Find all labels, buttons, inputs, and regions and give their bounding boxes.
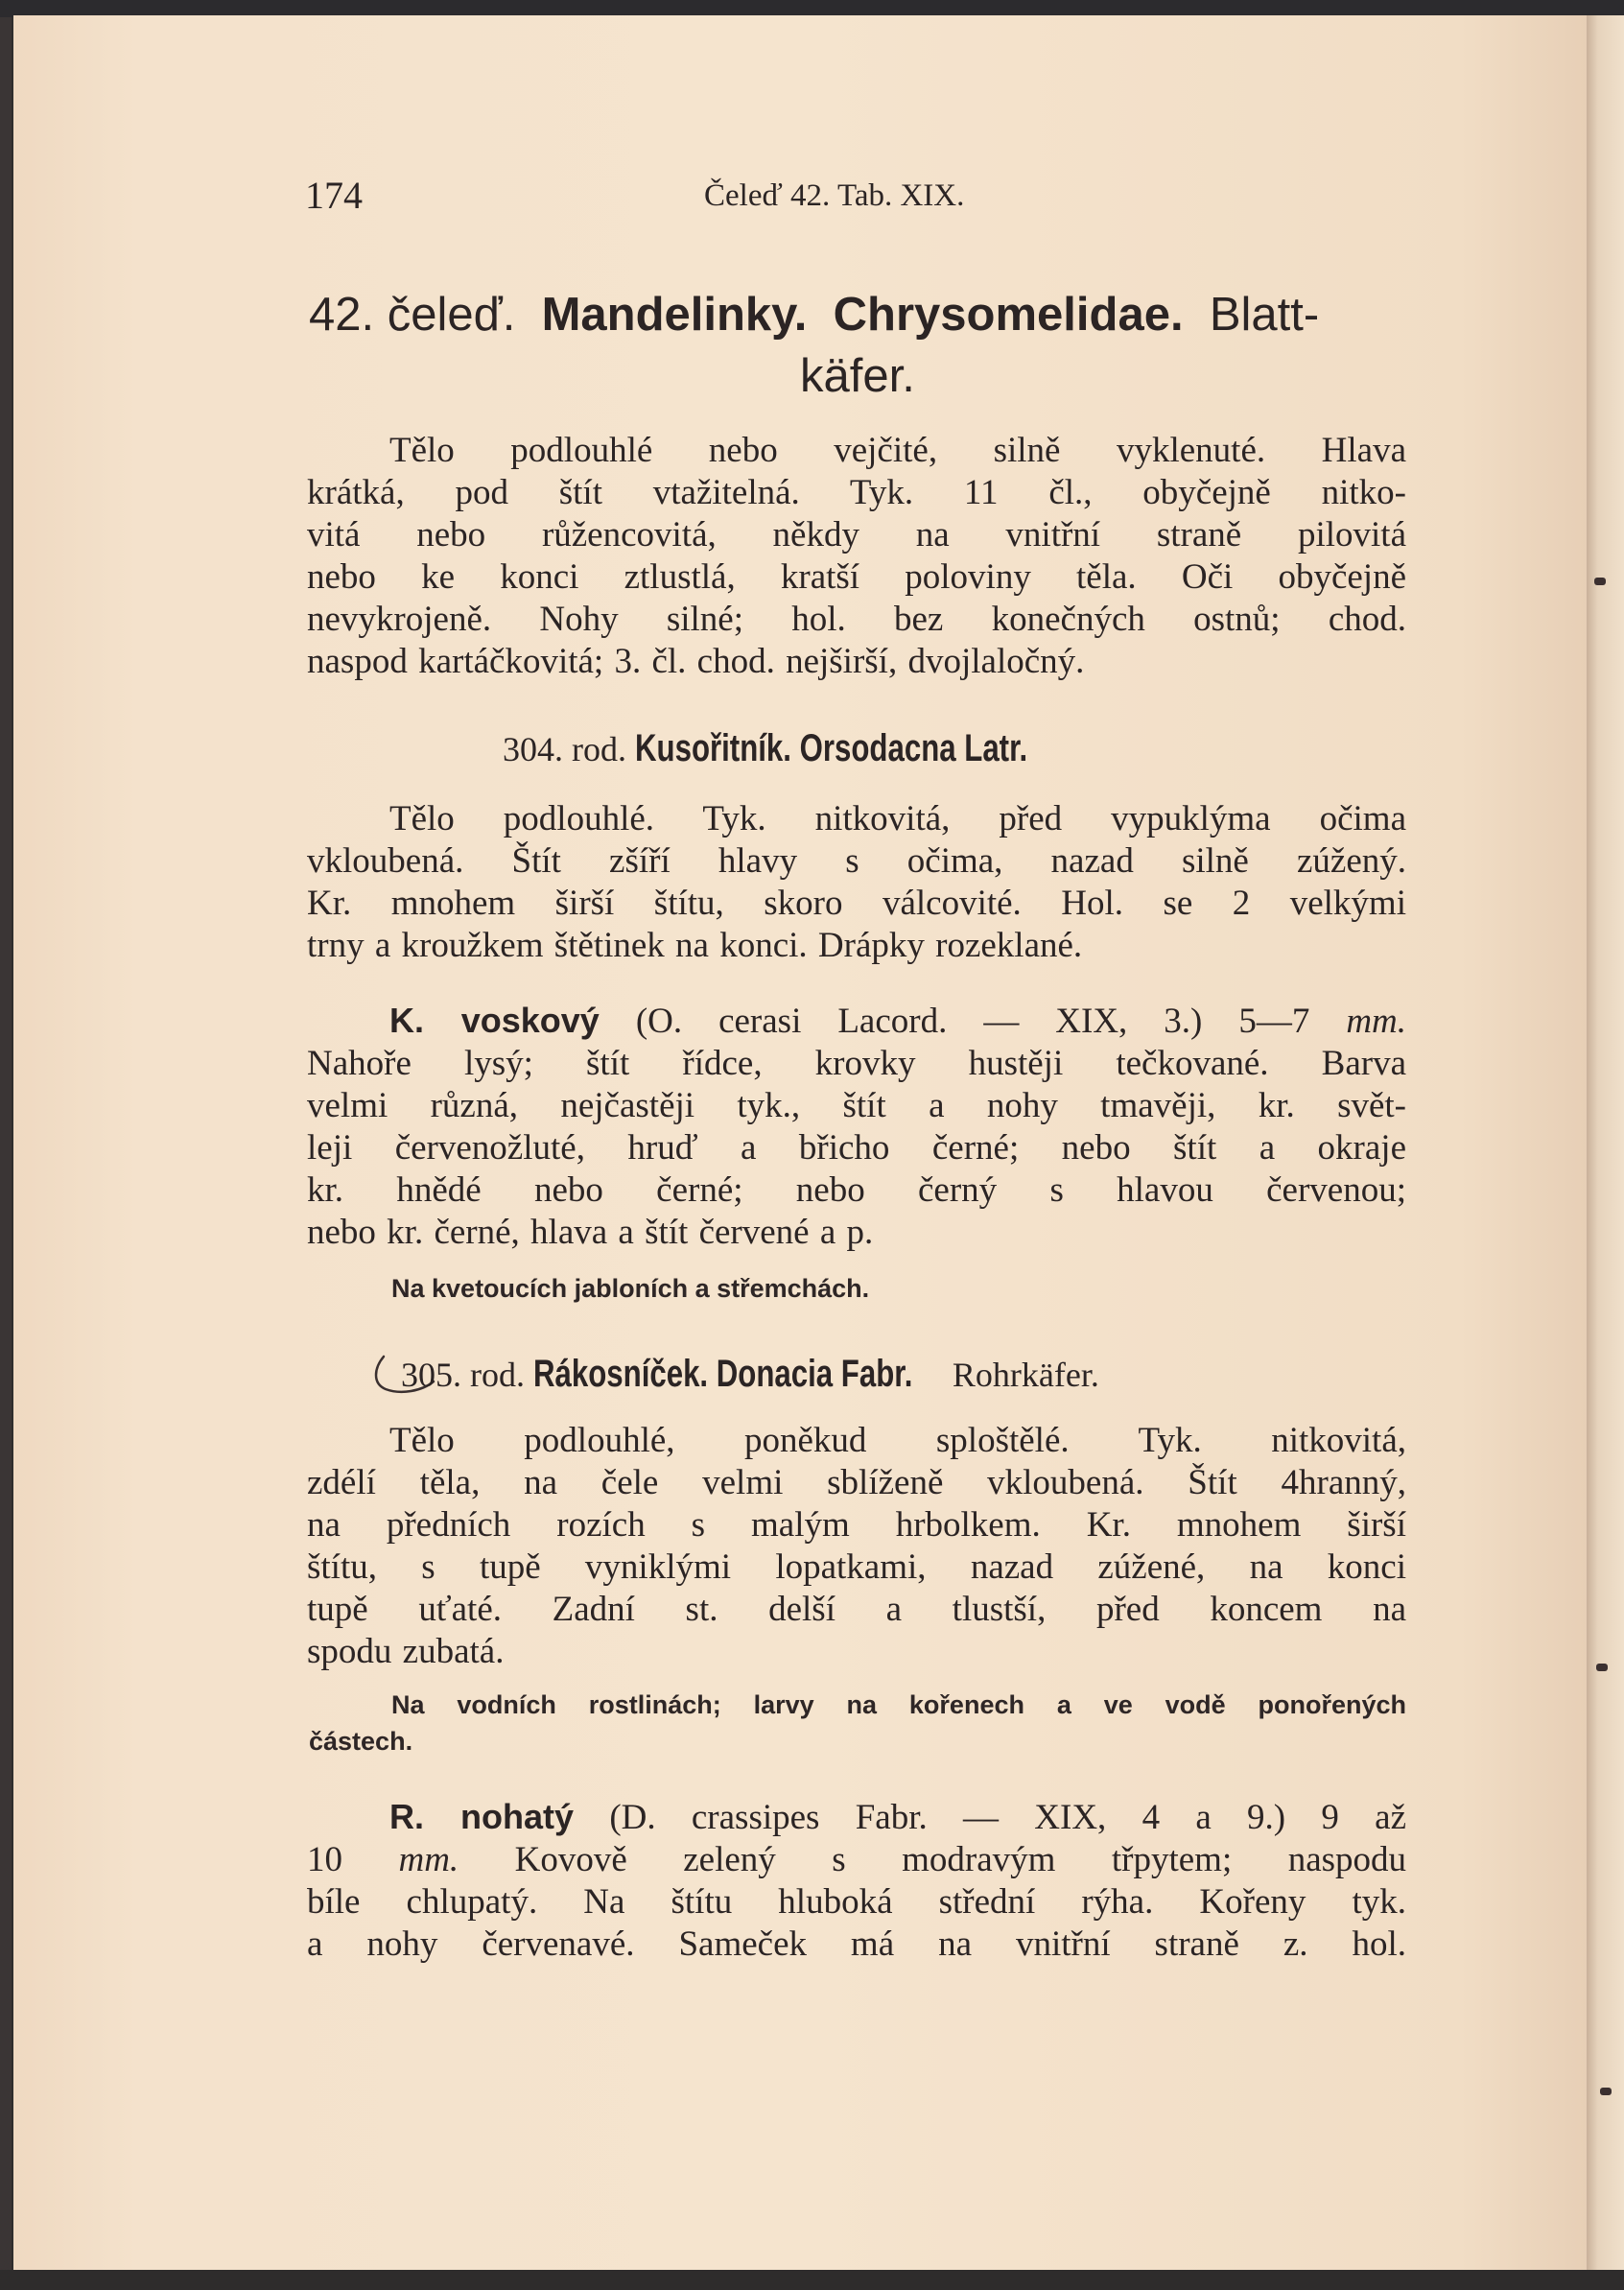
text-line: krátká, pod štít vtažitelná. Tyk. 11 čl., obyčejně nitko- (307, 473, 1406, 512)
text-line: nevykrojeně. Nohy silné; hol. bez konečných ostnů; chod. (307, 600, 1406, 639)
text-line: bíle chlupatý. Na štítu hluboká střední rýha. Kořeny tyk. (307, 1882, 1406, 1922)
species-description-start: Kovově zelený s modravým třpytem; naspodu (514, 1840, 1407, 1879)
text-line: tupě uťaté. Zadní st. delší a tlustší, před koncem na (307, 1590, 1406, 1629)
text-line: Kr. mnohem širší štítu, skoro válcovité. Hol. se 2 velkými (307, 884, 1406, 923)
genus-305-name: Rákosníček. Donacia Fabr. (533, 1353, 913, 1395)
species-size: 10 (307, 1840, 342, 1879)
text-line: nebo kr. černé, hlava a štít červené a p. (307, 1213, 874, 1252)
family-latin-name: Chrysomelidae. (833, 289, 1184, 341)
genus-304-description (307, 798, 1406, 967)
species-synonym: (O. cerasi Lacord. — XIX, 3.) 5—7 (635, 1002, 1310, 1041)
text-line: velmi různá, nejčastěji tyk., štít a nohy tmavěji, kr. svět- (307, 1086, 1406, 1125)
text-line: Tělo podlouhlé. Tyk. nitkovitá, před vypuklýma očima (389, 799, 1406, 838)
page-number: 174 (305, 174, 363, 217)
text-line: nebo ke konci ztlustlá, kratší poloviny těla. Oči obyčejně (307, 557, 1406, 597)
species-first-line (307, 1796, 1406, 1839)
text-line: štítu, s tupě vyniklými lopatkami, nazad zúžené, na konci (307, 1547, 1406, 1587)
genus-304-name: Kusořitník. Orsodacna Latr. (635, 727, 1028, 769)
species-r-nohaty (307, 1796, 1406, 1966)
genus-305-habitat-note (309, 1687, 1406, 1759)
family-german-name-part2: käfer. (800, 350, 915, 402)
species-k-voskovy (307, 1000, 1406, 1254)
species-unit: mm. (1346, 1002, 1407, 1041)
text-line: částech. (309, 1727, 413, 1756)
text-line: Nahoře lysý; štít řídce, krovky hustěji tečkované. Barva (307, 1044, 1406, 1083)
family-description (307, 430, 1406, 683)
text-line: zdélí těla, na čele velmi sblíženě vkloubená. Štít 4hranný, (307, 1463, 1406, 1502)
text-line: kr. hnědé nebo černé; nebo černý s hlavou červenou; (307, 1170, 1406, 1210)
page-edge (1587, 15, 1624, 2270)
edge-mark (1594, 578, 1606, 585)
text-line: trny a kroužkem štětinek na konci. Drápky rozeklané. (307, 926, 1083, 965)
species-unit: mm. (398, 1840, 459, 1879)
scan-left-border (0, 0, 12, 2290)
text-line: Tělo podlouhlé nebo vejčité, silně vyklenuté. Hlava (389, 431, 1406, 470)
species-second-line (307, 1839, 1406, 1881)
genus-305-number: 305. rod. (401, 1356, 525, 1394)
edge-mark (1600, 2088, 1612, 2095)
text-line: na předních rozích s malým hrbolkem. Kr. mnohem širší (307, 1505, 1406, 1545)
edge-mark (1596, 1664, 1608, 1671)
family-german-name-part1: Blatt- (1209, 289, 1320, 341)
text-line: naspod kartáčkovitá; 3. čl. chod. nejširší, dvojlaločný. (307, 642, 1085, 681)
family-czech-name: Mandelinky. (541, 289, 808, 341)
species-first-line (307, 1000, 1406, 1043)
text-line: Na vodních rostlinách; larvy na kořenech a ve vodě ponořených (391, 1690, 1406, 1719)
text-line: spodu zubatá. (307, 1632, 505, 1671)
running-title: Čeleď 42. Tab. XIX. (704, 178, 965, 213)
species-synonym: (D. crassipes Fabr. — XIX, 4 a 9.) 9 až (609, 1798, 1406, 1837)
text-line: vkloubená. Štít zšíří hlavy s očima, nazad silně zúžený. (307, 841, 1406, 881)
scan-bottom-border (0, 2270, 1624, 2290)
text-line: leji červenožluté, hruď a břicho černé; nebo štít a okraje (307, 1128, 1406, 1168)
genus-304-heading (503, 727, 1139, 770)
genus-305-heading (401, 1353, 1099, 1396)
genus-305-german-name: Rohrkäfer. (952, 1356, 1099, 1394)
family-number: 42. čeleď. (309, 289, 516, 341)
text-line: a nohy červenavé. Sameček má na vnitřní straně z. hol. (307, 1924, 1406, 1964)
species-name: R. nohatý (389, 1797, 575, 1836)
text-line: Tělo podlouhlé, poněkud sploštělé. Tyk. nitkovitá, (389, 1421, 1406, 1460)
genus-304-number: 304. rod. (503, 730, 626, 768)
family-heading (309, 284, 1412, 407)
text-line: vitá nebo růžencovitá, někdy na vnitřní straně pilovitá (307, 515, 1406, 555)
species-name: K. voskový (389, 1001, 600, 1040)
species-habitat-note: Na kvetoucích jabloních a střemchách. (391, 1274, 870, 1303)
genus-305-description (307, 1420, 1406, 1673)
